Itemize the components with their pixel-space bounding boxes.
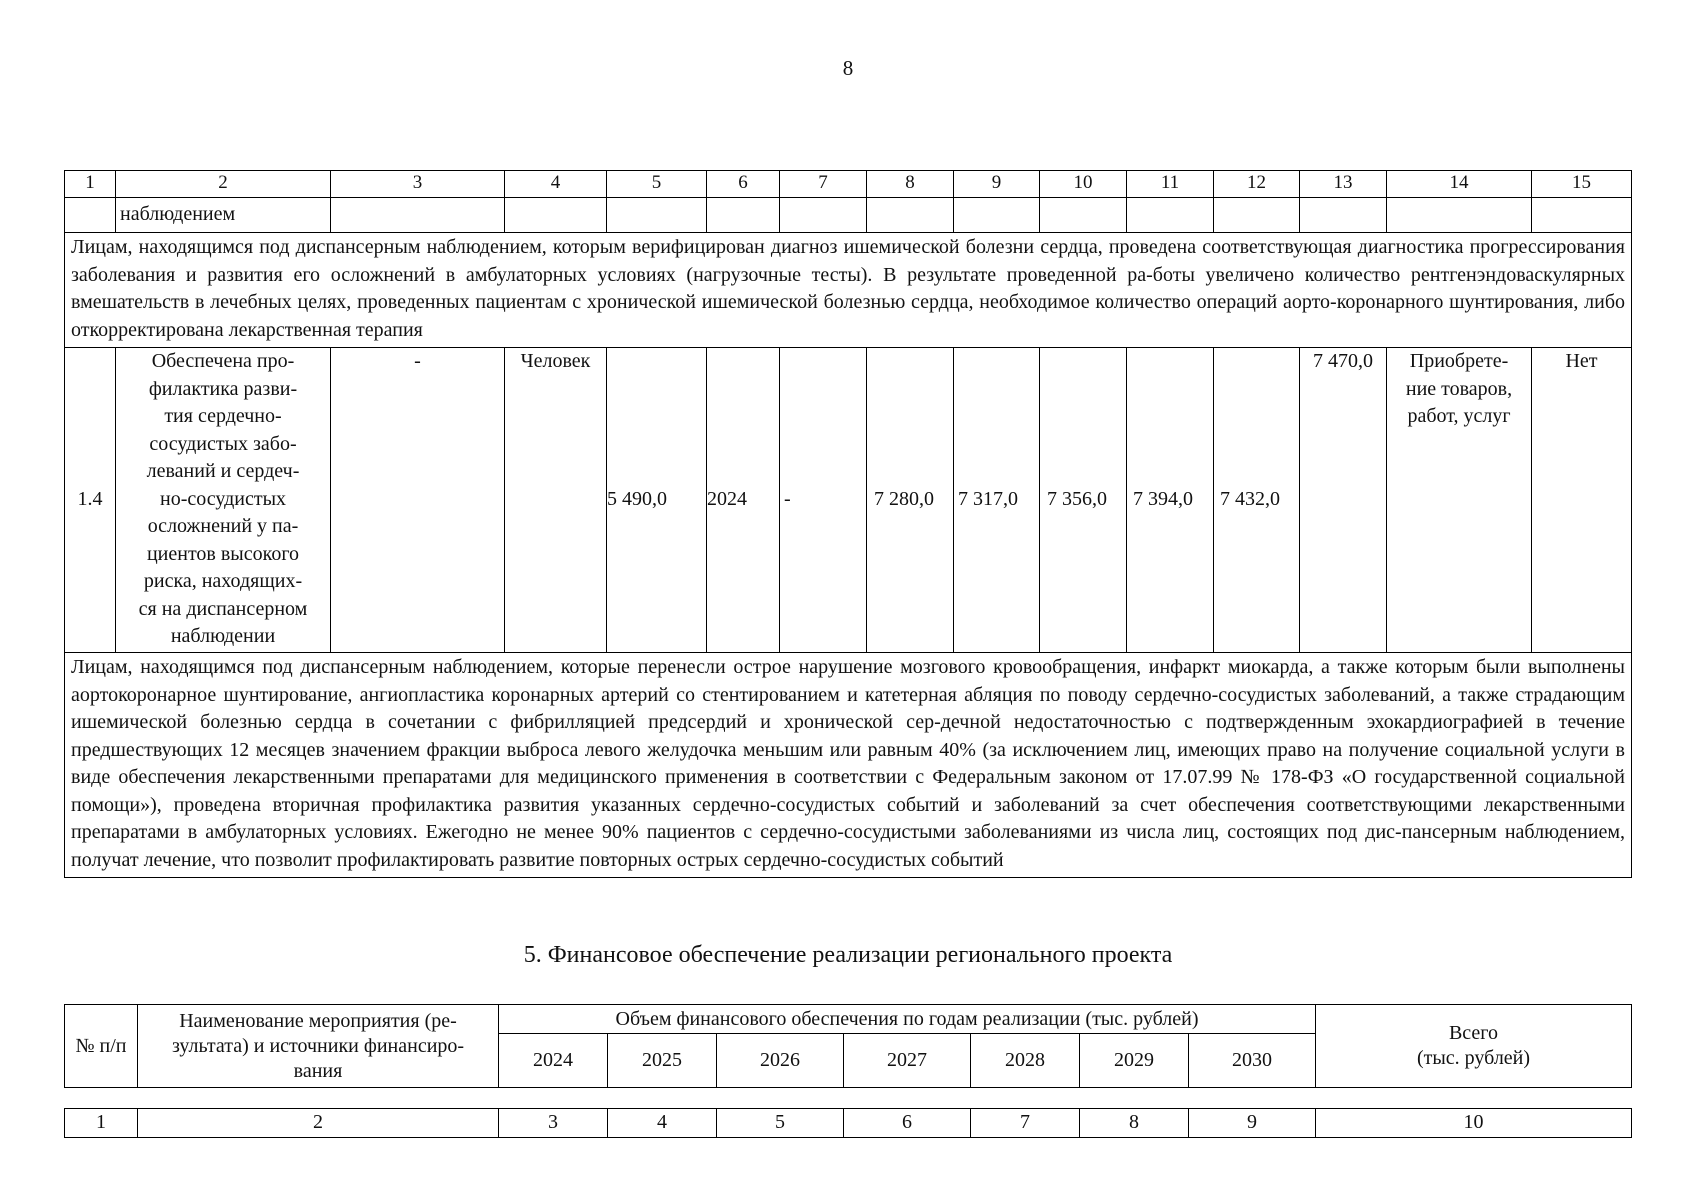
column-number: 11 (1127, 171, 1214, 198)
table-row-1-4 (65, 348, 1632, 653)
column-number: 6 (707, 171, 780, 198)
value-cell: 7 356,0 (1040, 348, 1127, 653)
column-number: 4 (608, 1109, 717, 1138)
column-number-header: № п/п (65, 1005, 138, 1088)
column-total-header: Всего (тыс. рублей) (1316, 1005, 1632, 1088)
year-header: 2030 (1189, 1034, 1316, 1088)
column-number: 1 (65, 171, 116, 198)
column-number: 3 (331, 171, 505, 198)
base-value-cell: 5 490,0 (607, 348, 707, 653)
value-cell: 7 317,0 (954, 348, 1040, 653)
year-header: 2025 (608, 1034, 717, 1088)
column-name-header: Наименование мероприятия (ре- зультата) и источники финансиро- вания (138, 1005, 499, 1088)
column-number: 7 (780, 171, 867, 198)
continuation-row (65, 198, 1632, 233)
column-number: 10 (1316, 1109, 1632, 1138)
financing-header-row (65, 1005, 1632, 1034)
unit-cell: Человек (505, 348, 607, 653)
result-description-text: Лицам, находящимся под диспансерным наблюдением, которым верифицирован диагноз ишемической болезни сердца, проведена соответствующая диагностика прогрессирования заболевания и развития его осложнений в амбулаторных условиях (нагрузочные тесты). В результате проведенной ра-боты увеличено количество рентгенэндоваскулярных вмешательств в лечебных целях, проведенных пациентам с хронической ишемической болезнью сердца, необходимое количество операций аорто-коронарного шунтирования, либо откорректирована лекарственная терапия (65, 233, 1632, 348)
column-number: 13 (1300, 171, 1387, 198)
result-name: Обеспечена про- филактика разви- тия сердечно- сосудистых забо- леваний и сердеч- но-сосудистых осложнений у па- циентов высокого риска, находящих- ся на диспансерном наблюдении (116, 348, 331, 653)
year-header: 2028 (971, 1034, 1080, 1088)
column-numbers-row (65, 1109, 1632, 1138)
results-table (64, 170, 1632, 878)
column-number: 15 (1532, 171, 1632, 198)
column-number: 4 (505, 171, 607, 198)
result-type: Приобрете- ние товаров, работ, услуг (1387, 348, 1532, 653)
page-number: 8 (842, 56, 854, 80)
result-description-row (65, 233, 1632, 348)
column-number: 9 (954, 171, 1040, 198)
column-number: 2 (116, 171, 331, 198)
cell-col15: Нет (1532, 348, 1632, 653)
year-header: 2026 (717, 1034, 844, 1088)
continuation-text: наблюдением (116, 198, 331, 233)
column-number: 5 (607, 171, 707, 198)
year-header: 2029 (1080, 1034, 1189, 1088)
column-number: 6 (844, 1109, 971, 1138)
year-header: 2024 (499, 1034, 608, 1088)
base-year-cell: 2024 (707, 348, 780, 653)
cell-col3: - (331, 348, 505, 653)
cell-col7: - (780, 348, 867, 653)
column-number: 5 (717, 1109, 844, 1138)
row-number: 1.4 (65, 348, 116, 653)
result-description-row (65, 653, 1632, 878)
column-number: 7 (971, 1109, 1080, 1138)
value-cell: 7 432,0 (1214, 348, 1300, 653)
financing-column-numbers (64, 1108, 1632, 1138)
column-number: 14 (1387, 171, 1532, 198)
column-number: 12 (1214, 171, 1300, 198)
column-number: 8 (1080, 1109, 1189, 1138)
column-number: 9 (1189, 1109, 1316, 1138)
column-volume-header: Объем финансового обеспечения по годам реализации (тыс. рублей) (499, 1005, 1316, 1034)
section-title: 5. Финансовое обеспечение реализации регионального проекта (523, 942, 1173, 968)
column-number: 2 (138, 1109, 499, 1138)
value-cell: 7 280,0 (867, 348, 954, 653)
year-header: 2027 (844, 1034, 971, 1088)
table-header-row (65, 171, 1632, 198)
value-cell: 7 470,0 (1300, 348, 1387, 653)
column-number: 8 (867, 171, 954, 198)
result-description-text: Лицам, находящимся под диспансерным наблюдением, которые перенесли острое нарушение мозгового кровообращения, инфаркт миокарда, а также которым были выполнены аортокоронарное шунтирование, ангиопластика коронарных артерий со стентированием и катетерная абляция по поводу сердечно-сосудистых заболеваний, а также страдающим ишемической болезнью сердца в сочетании с фибрилляцией предсердий и хронической сер-дечной недостаточностью с подтвержденным эхокардиографией в течение предшествующих 12 месяцев значением фракции выброса левого желудочка меньшим или равным 40% (за исключением лиц, имеющих право на получение социальной услуги в виде обеспечения лекарственными препаратами для медицинского применения в соответствии с Федеральным законом от 17.07.99 № 178-ФЗ «О государственной социальной помощи»), проведена вторичная профилактика развития указанных сердечно-сосудистых событий и заболеваний за счет обеспечения соответствующими лекарственными препаратами в амбулаторных условиях. Ежегодно не менее 90% пациентов с сердечно-сосудистыми заболеваниями из числа лиц, состоящих под дис-пансерным наблюдением, получат лечение, что позволит профилактировать развитие повторных острых сердечно-сосудистых событий (65, 653, 1632, 878)
value-cell: 7 394,0 (1127, 348, 1214, 653)
column-number: 3 (499, 1109, 608, 1138)
column-number: 10 (1040, 171, 1127, 198)
financing-table-header (64, 1004, 1632, 1088)
column-number: 1 (65, 1109, 138, 1138)
